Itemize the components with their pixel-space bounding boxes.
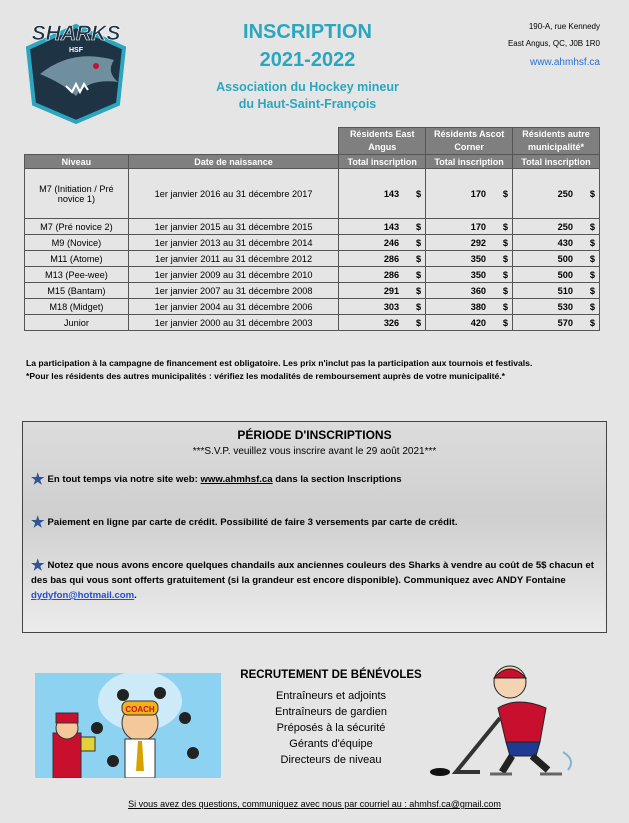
period-title: PÉRIODE D'INSCRIPTIONS bbox=[237, 428, 392, 442]
recruitment-item: Entraîneurs et adjoints bbox=[275, 690, 387, 702]
price-cell-ascot bbox=[426, 169, 513, 219]
currency-symbol: $ bbox=[502, 253, 509, 264]
price-value: 143 bbox=[383, 188, 400, 199]
price-value: 430 bbox=[557, 237, 573, 248]
price-value: 500 bbox=[557, 269, 573, 280]
period-item-payment: ★ Paiement en ligne par carte de crédit. Possibilité de faire 3 versements par carte de crédit. bbox=[31, 514, 458, 531]
coach-cartoon-image bbox=[35, 673, 221, 778]
currency-symbol: $ bbox=[589, 188, 595, 199]
price-cell-ascot bbox=[426, 283, 513, 299]
price-value: 170 bbox=[470, 188, 487, 199]
price-cell-east_angus bbox=[339, 251, 426, 267]
price-cell-other bbox=[513, 299, 600, 315]
subtitle-line2: du Haut-Saint-François bbox=[238, 97, 377, 111]
price-cell-east_angus bbox=[339, 283, 426, 299]
website-link[interactable]: www.ahmhsf.ca bbox=[529, 57, 600, 68]
birthdate-cell: 1er janvier 2009 au 31 décembre 2010 bbox=[128, 267, 338, 283]
price-value: 570 bbox=[557, 317, 573, 328]
birthdate-cell: 1er janvier 2013 au 31 décembre 2014 bbox=[128, 235, 338, 251]
currency-symbol: $ bbox=[502, 285, 509, 296]
price-value: 143 bbox=[383, 221, 400, 232]
price-value: 170 bbox=[470, 221, 487, 232]
address-line1: 190-A, rue Kennedy bbox=[528, 22, 600, 31]
recruitment-item: Gérants d'équipe bbox=[289, 738, 373, 750]
price-value: 250 bbox=[557, 221, 573, 232]
table-row bbox=[25, 251, 600, 267]
level-cell: M7 (Pré novice 2) bbox=[25, 219, 129, 235]
currency-symbol: $ bbox=[416, 269, 422, 280]
price-value: 500 bbox=[557, 253, 573, 264]
coach-sign-text: COACH bbox=[125, 705, 155, 714]
price-cell-other bbox=[513, 219, 600, 235]
title-line2: 2021-2022 bbox=[259, 49, 356, 71]
recruitment-item: Entraîneurs de gardien bbox=[275, 706, 387, 718]
price-value: 326 bbox=[383, 317, 400, 328]
currency-symbol: $ bbox=[589, 317, 595, 328]
price-value: 250 bbox=[557, 188, 573, 199]
table-row bbox=[25, 169, 600, 219]
recruitment-title: RECRUTEMENT DE BÉNÉVOLES bbox=[240, 669, 422, 681]
price-cell-other bbox=[513, 315, 600, 331]
price-cell-other bbox=[513, 267, 600, 283]
currency-symbol: $ bbox=[416, 237, 422, 248]
price-value: 380 bbox=[470, 301, 487, 312]
footer-contact: Si vous avez des questions, communiquez avec nous par courriel au : ahmhsf.ca@gmail.com bbox=[128, 799, 501, 809]
email-link[interactable]: dydyfon@hotmail.com bbox=[31, 590, 135, 601]
fees-table bbox=[24, 127, 600, 331]
table-row bbox=[25, 267, 600, 283]
level-cell: Junior bbox=[25, 315, 129, 331]
period-item-jerseys: ★ Notez que nous avons encore quelques chandails aux anciennes couleurs des Sharks à vendre au coût de 5$ chacun et des bas qui vous sont offerts gratuitement (si la grandeur est encore disponible). Communiquez avec ANDY Fontaine dydyfon@hotmail.com. bbox=[31, 557, 594, 601]
recruitment-item: Directeurs de niveau bbox=[280, 754, 382, 766]
level-cell: M7 (Initiation / Pré novice 1) bbox=[25, 169, 129, 219]
price-cell-east_angus bbox=[339, 169, 426, 219]
currency-symbol: $ bbox=[502, 269, 509, 280]
price-value: 291 bbox=[383, 285, 400, 296]
birthdate-cell: 1er janvier 2016 au 31 décembre 2017 bbox=[128, 169, 338, 219]
price-cell-other bbox=[513, 169, 600, 219]
level-cell: M18 (Midget) bbox=[25, 299, 129, 315]
table-row bbox=[25, 235, 600, 251]
currency-symbol: $ bbox=[502, 221, 509, 232]
currency-symbol: $ bbox=[416, 285, 422, 296]
level-cell: M15 (Bantam) bbox=[25, 283, 129, 299]
price-value: 350 bbox=[470, 253, 487, 264]
note-line2: *Pour les résidents des autres municipalités : vérifiez les modalités de remboursement auprès de votre municipalité.* bbox=[26, 371, 506, 381]
notes bbox=[26, 357, 606, 383]
price-cell-ascot bbox=[426, 219, 513, 235]
currency-symbol: $ bbox=[502, 301, 509, 312]
currency-symbol: $ bbox=[416, 188, 422, 199]
price-value: 286 bbox=[383, 269, 400, 280]
price-cell-other bbox=[513, 235, 600, 251]
price-cell-ascot bbox=[426, 267, 513, 283]
logo-subtext: HSF bbox=[69, 47, 83, 54]
birthdate-cell: 1er janvier 2011 au 31 décembre 2012 bbox=[128, 251, 338, 267]
price-cell-ascot bbox=[426, 315, 513, 331]
price-value: 360 bbox=[470, 285, 487, 296]
level-cell: M13 (Pee-wee) bbox=[25, 267, 129, 283]
logo-text: SHARKS bbox=[31, 22, 121, 45]
price-cell-other bbox=[513, 283, 600, 299]
currency-symbol: $ bbox=[589, 253, 595, 264]
star-icon: ★ bbox=[31, 557, 45, 574]
price-cell-ascot bbox=[426, 235, 513, 251]
currency-symbol: $ bbox=[589, 269, 595, 280]
price-value: 246 bbox=[383, 237, 400, 248]
price-cell-other bbox=[513, 251, 600, 267]
price-cell-ascot bbox=[426, 299, 513, 315]
currency-symbol: $ bbox=[502, 317, 509, 328]
registration-period-box bbox=[22, 421, 607, 633]
price-value: 420 bbox=[470, 317, 487, 328]
price-value: 350 bbox=[470, 269, 487, 280]
level-cell: M11 (Atome) bbox=[25, 251, 129, 267]
star-icon: ★ bbox=[31, 471, 45, 488]
price-cell-east_angus bbox=[339, 219, 426, 235]
price-cell-east_angus bbox=[339, 315, 426, 331]
period-deadline: ***S.V.P. veuillez vous inscrire avant le 29 août 2021*** bbox=[192, 446, 437, 457]
price-value: 286 bbox=[383, 253, 400, 264]
currency-symbol: $ bbox=[416, 317, 422, 328]
group-header-other: Résidents autre municipalité* bbox=[513, 128, 600, 155]
address bbox=[470, 18, 600, 52]
recruitment-list bbox=[225, 688, 437, 768]
column-header: Date de naissance bbox=[128, 155, 338, 169]
title-line1: INSCRIPTION bbox=[243, 21, 372, 43]
price-value: 530 bbox=[557, 301, 573, 312]
table-row bbox=[25, 219, 600, 235]
currency-symbol: $ bbox=[502, 188, 509, 199]
period-item-website: ★ En tout temps via notre site web: www.ahmhsf.ca dans la section Inscriptions bbox=[31, 471, 402, 488]
sharks-logo bbox=[10, 8, 142, 126]
table-row bbox=[25, 315, 600, 331]
currency-symbol: $ bbox=[416, 301, 422, 312]
currency-symbol: $ bbox=[416, 221, 422, 232]
currency-symbol: $ bbox=[589, 285, 595, 296]
currency-symbol: $ bbox=[502, 237, 509, 248]
address-line2: East Angus, QC, J0B 1R0 bbox=[507, 39, 600, 48]
price-cell-east_angus bbox=[339, 267, 426, 283]
column-header: Niveau bbox=[25, 155, 129, 169]
column-header: Total inscription bbox=[426, 155, 513, 169]
star-icon: ★ bbox=[31, 514, 45, 531]
level-cell: M9 (Novice) bbox=[25, 235, 129, 251]
birthdate-cell: 1er janvier 2000 au 31 décembre 2003 bbox=[128, 315, 338, 331]
hockey-player-image bbox=[428, 660, 603, 785]
price-cell-ascot bbox=[426, 251, 513, 267]
price-cell-east_angus bbox=[339, 299, 426, 315]
birthdate-cell: 1er janvier 2015 au 31 décembre 2015 bbox=[128, 219, 338, 235]
table-row bbox=[25, 283, 600, 299]
column-header: Total inscription bbox=[339, 155, 426, 169]
currency-symbol: $ bbox=[589, 237, 595, 248]
note-line1: La participation à la campagne de financement est obligatoire. Les prix n'inclut pas la participation aux tournois et festivals. bbox=[26, 358, 533, 368]
currency-symbol: $ bbox=[416, 253, 422, 264]
price-cell-east_angus bbox=[339, 235, 426, 251]
page-title bbox=[175, 18, 440, 74]
column-header: Total inscription bbox=[513, 155, 600, 169]
page-subtitle bbox=[175, 79, 440, 113]
price-value: 510 bbox=[557, 285, 573, 296]
website-link[interactable]: www.ahmhsf.ca bbox=[200, 474, 273, 485]
price-value: 292 bbox=[470, 237, 487, 248]
birthdate-cell: 1er janvier 2004 au 31 décembre 2006 bbox=[128, 299, 338, 315]
subtitle-line1: Association du Hockey mineur bbox=[216, 80, 399, 94]
recruitment-item: Préposés à la sécurité bbox=[276, 722, 386, 734]
currency-symbol: $ bbox=[589, 221, 595, 232]
table-row bbox=[25, 299, 600, 315]
group-header-east-angus: Résidents East Angus bbox=[339, 128, 426, 155]
price-value: 303 bbox=[383, 301, 400, 312]
birthdate-cell: 1er janvier 2007 au 31 décembre 2008 bbox=[128, 283, 338, 299]
currency-symbol: $ bbox=[589, 301, 595, 312]
group-header-ascot: Résidents Ascot Corner bbox=[426, 128, 513, 155]
